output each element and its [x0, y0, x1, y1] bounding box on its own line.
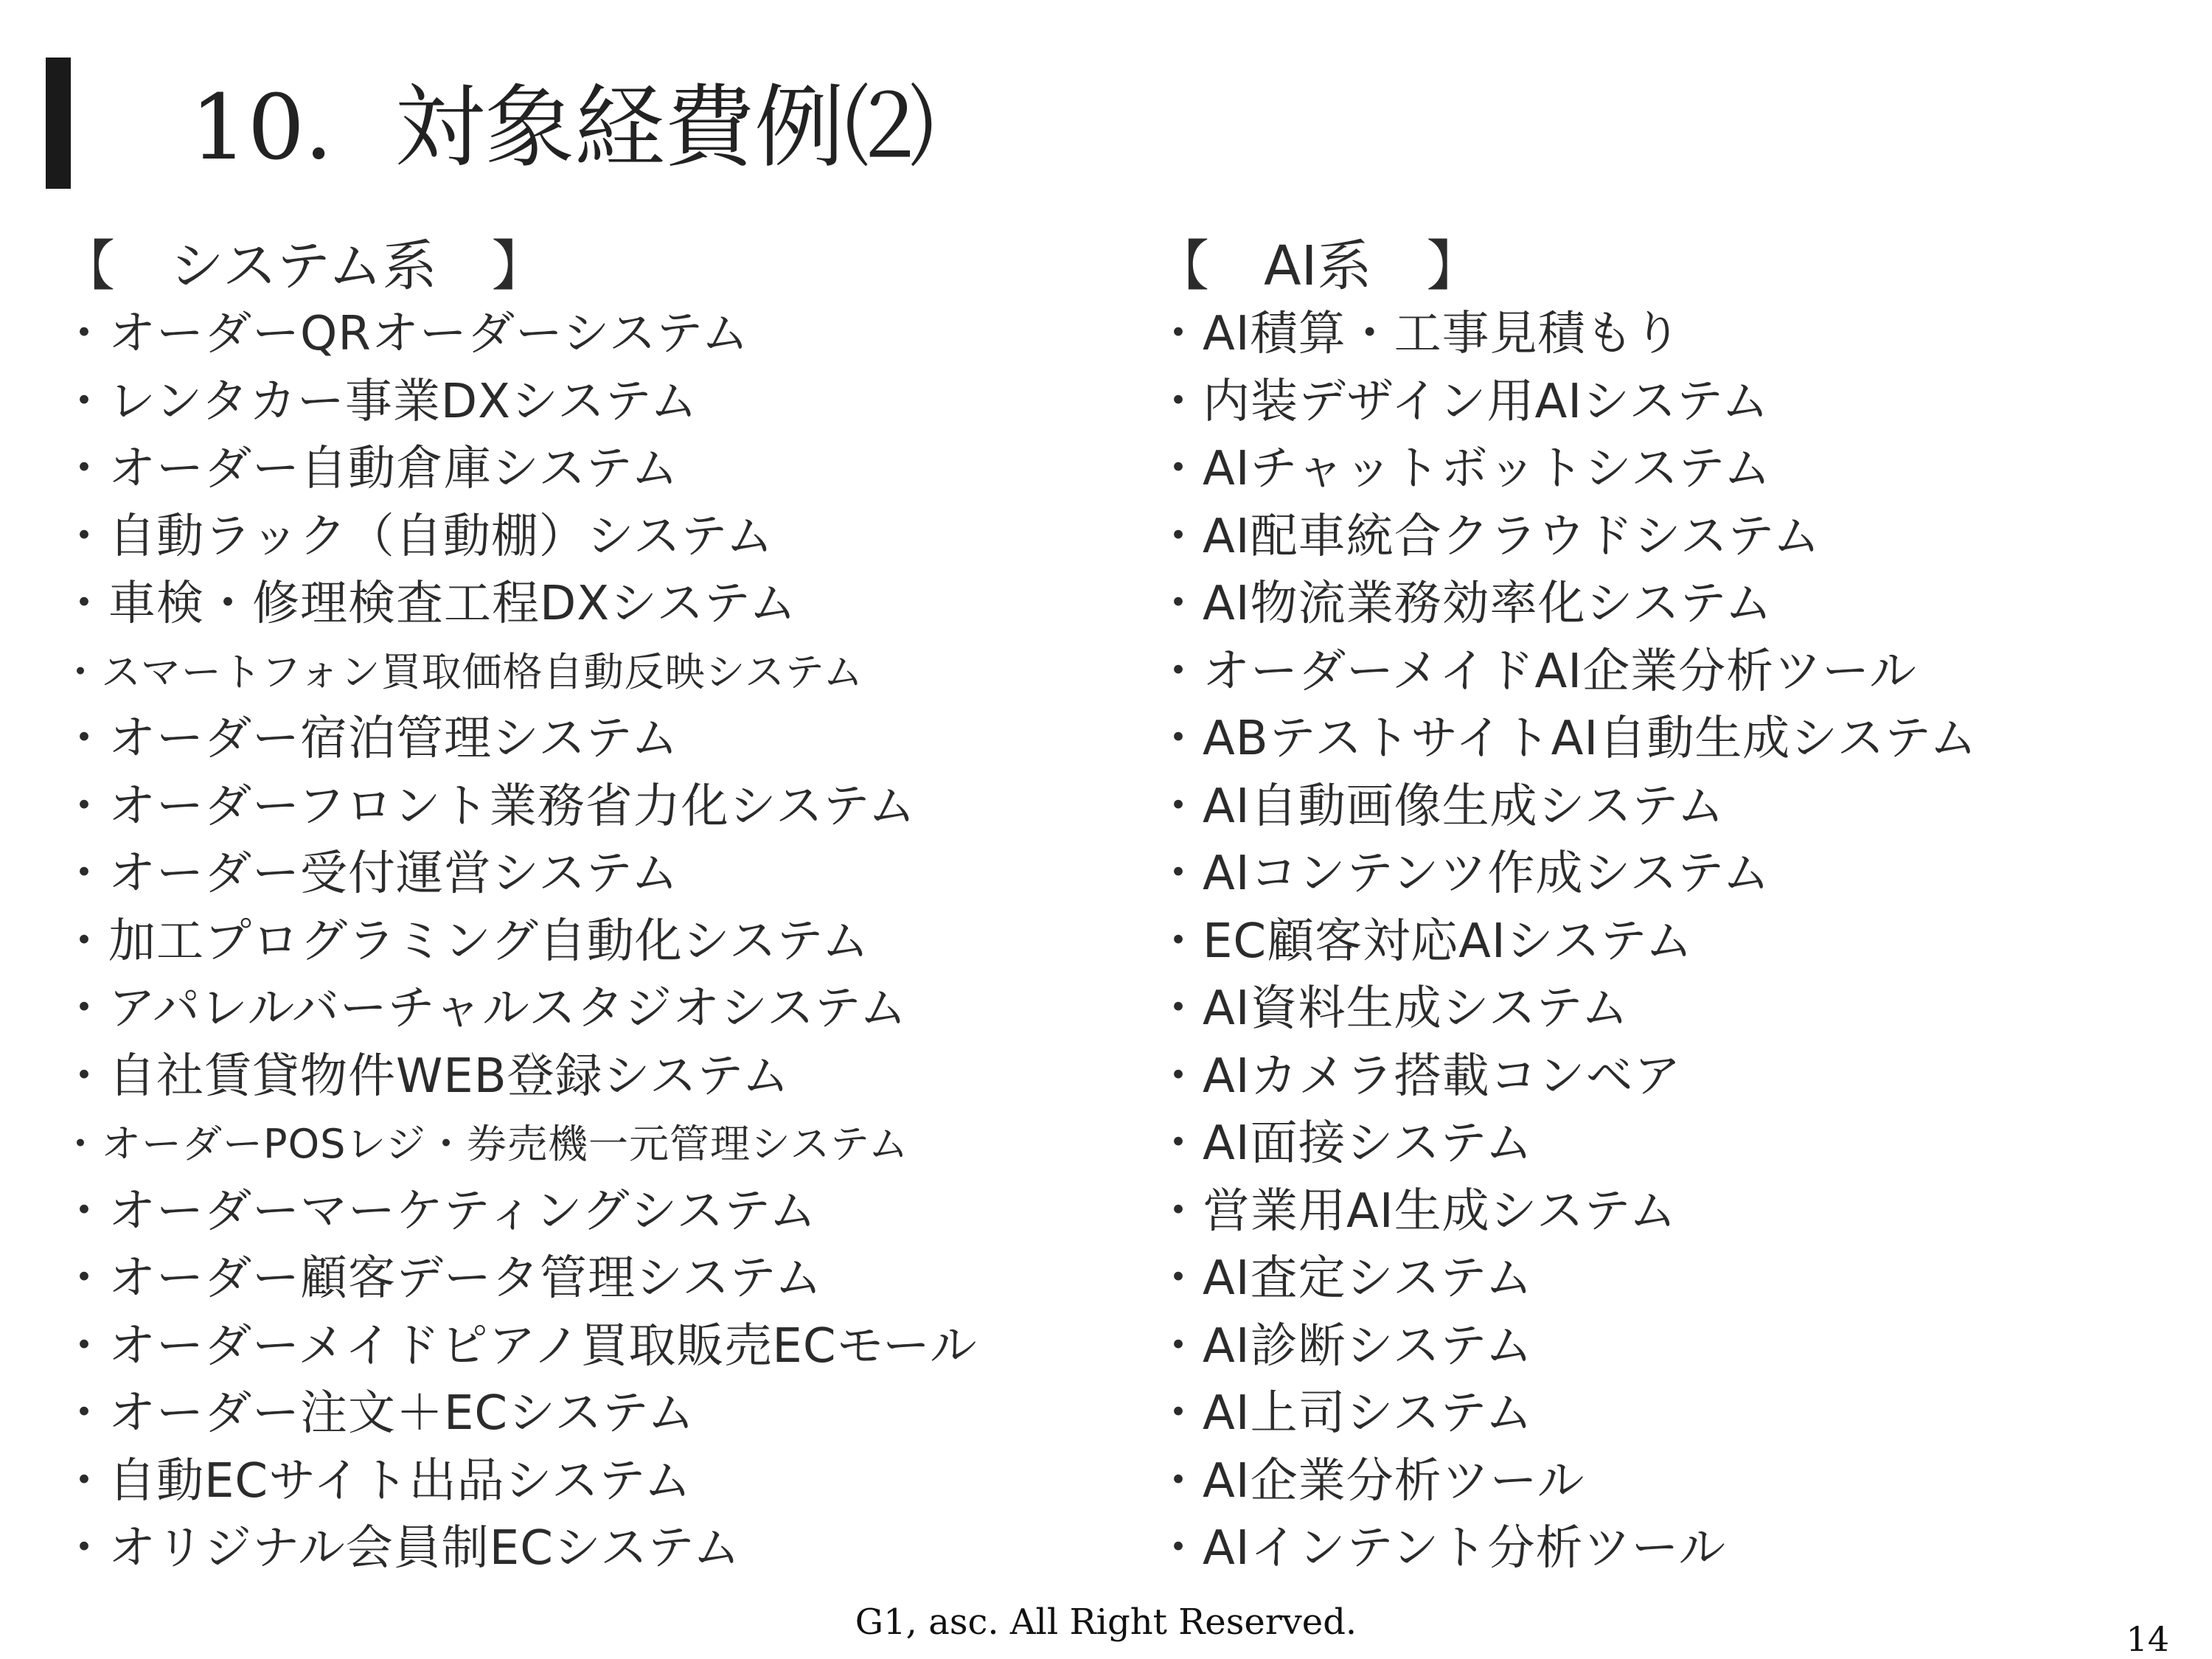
list-item: ・営業用AI生成システム [1155, 1183, 1677, 1239]
system-column [60, 233, 1144, 1583]
list-item: ・オリジナル会員制ECシステム [60, 1521, 741, 1576]
title-accent-bar [46, 58, 71, 189]
list-item: ・スマートフォン買取価格自動反映システム [60, 648, 864, 695]
copyright-footer: G1, asc. All Right Reserved. [855, 1601, 1357, 1643]
list-item: ・AI上司システム [1155, 1386, 1534, 1441]
list-item: ・AI診断システム [1155, 1318, 1534, 1374]
list-item: ・AI資料生成システム [1155, 981, 1630, 1036]
system-list [60, 301, 1144, 1583]
list-item: ・オーダーQRオーダーシステム [60, 307, 750, 361]
list-item: ・オーダー宿泊管理システム [60, 712, 679, 766]
list-item: ・AI自動画像生成システム [1155, 779, 1725, 834]
list-item: ・アパレルバーチャルスタジオシステム [60, 981, 908, 1036]
ai-heading: 【 AI系 】 [1155, 234, 1481, 298]
list-item: ・AI企業分析ツール [1155, 1453, 1585, 1509]
list-item: ・AI積算・工事見積もり [1155, 307, 1682, 361]
list-item: ・加工プログラミング自動化システム [60, 914, 870, 969]
list-item: ・AIカメラ搭載コンベア [1155, 1048, 1682, 1104]
list-item: ・オーダーマーケティングシステム [60, 1183, 817, 1239]
page-title: 10．対象経費例⑵ [190, 75, 935, 180]
list-item: ・車検・修理検査工程DXシステム [60, 577, 797, 631]
list-item: ・AI配車統合クラウドシステム [1155, 509, 1821, 564]
list-item: ・自動ラック（自動棚）システム [60, 509, 774, 564]
list-item: ・ABテストサイトAI自動生成システム [1155, 712, 1978, 766]
list-item: ・EC顧客対応AIシステム [1155, 914, 1694, 969]
list-item: ・AI面接システム [1155, 1116, 1534, 1171]
list-item: ・内装デザイン用AIシステム [1155, 374, 1770, 429]
list-item: ・オーダーメイドピアノ買取販売ECモール [60, 1318, 978, 1374]
list-item: ・オーダーPOSレジ・券売機一元管理システム [60, 1121, 909, 1167]
ai-list [1155, 301, 2187, 1583]
list-item: ・オーダー顧客データ管理システム [60, 1251, 823, 1306]
page-number: 14 [2126, 1619, 2169, 1659]
list-item: ・オーダーフロント業務省力化システム [60, 779, 917, 834]
list-item: ・自社賃貸物件WEB登録システム [60, 1048, 790, 1104]
list-item: ・AI物流業務効率化システム [1155, 577, 1773, 631]
list-item: ・AIインテント分析ツール [1155, 1521, 1727, 1576]
list-item: ・オーダー注文＋ECシステム [60, 1386, 695, 1441]
system-heading: 【 システム系 】 [60, 234, 546, 298]
list-item: ・オーダー受付運営システム [60, 846, 679, 901]
list-item: ・オーダー自動倉庫システム [60, 442, 679, 496]
ai-column [1155, 233, 2187, 1583]
list-item: ・自動ECサイト出品システム [60, 1453, 692, 1509]
list-item: ・AIコンテンツ作成システム [1155, 846, 1771, 901]
list-item: ・レンタカー事業DXシステム [60, 374, 698, 429]
list-item: ・オーダーメイドAI企業分析ツール [1155, 644, 1917, 699]
list-item: ・AI査定システム [1155, 1251, 1534, 1306]
list-item: ・AIチャットボットシステム [1155, 442, 1772, 496]
